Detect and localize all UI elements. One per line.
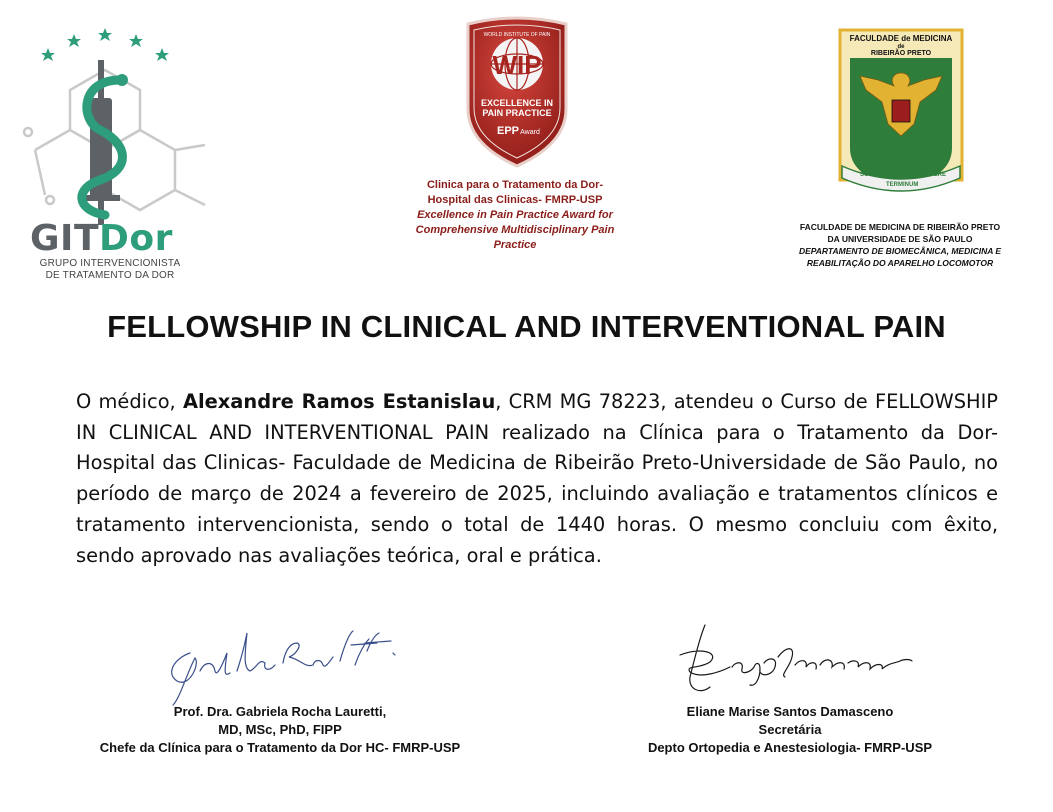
motto-word-2: TERMINUM — [886, 182, 919, 188]
epp-award-badge — [458, 14, 576, 172]
fmrp-crest — [838, 28, 964, 204]
motto-word-1: SCIENTIA — [860, 172, 889, 178]
gitdor-subtitle-line2: DE TRATAMENTO DA DOR — [45, 270, 175, 281]
stars-icon — [41, 28, 169, 61]
signer-right-block — [560, 703, 1020, 757]
gitdor-subtitle-line1: GRUPO INTERVENCIONISTA — [39, 258, 181, 269]
badge-arc-text: WORLD INSTITUTE OF PAIN — [483, 32, 551, 38]
signer-left-name: Prof. Dra. Gabriela Rocha Lauretti, — [173, 704, 387, 719]
signer-left-credentials: MD, MSc, PhD, FIPP — [218, 722, 342, 737]
badge-excellence-line2: PAIN PRACTICE — [482, 108, 552, 118]
gitdor-wordmark-dor: Dor — [99, 218, 173, 259]
fmrp-caption-line3: DEPARTAMENTO DE BIOMECÂNICA, MEDICINA E — [798, 246, 1002, 256]
signer-left-block — [30, 703, 530, 757]
gitdor-wordmark — [30, 218, 200, 259]
fmrp-caption-line4: REABILITAÇÃO DO APARELHO LOCOMOTOR — [806, 258, 994, 268]
crest-arc-line2: de — [897, 44, 905, 50]
clinic-caption-line4: Comprehensive Multidisciplinary Pain — [415, 224, 615, 236]
clinic-caption-line5: Practice — [493, 239, 537, 251]
clinic-caption-line3: Excellence in Pain Practice Award for — [417, 209, 613, 221]
clinic-caption — [380, 178, 650, 253]
gitdor-subtitle — [20, 258, 200, 282]
fmrp-caption — [765, 221, 1035, 269]
signer-right-name: Eliane Marise Santos Damasceno — [686, 704, 894, 719]
signature-right — [660, 617, 920, 712]
fmrp-caption-line2: DA UNIVERSIDADE DE SÃO PAULO — [827, 234, 973, 244]
recipient-name: Alexandre Ramos Estanislau — [183, 390, 496, 413]
fmrp-caption-line1: FACULDADE DE MEDICINA DE RIBEIRÃO PRETO — [799, 222, 1001, 232]
badge-award-suffix: Award — [520, 129, 540, 136]
signer-left-role: Chefe da Clínica para o Tratamento da Dor HC- FMRP-USP — [99, 740, 461, 755]
clinic-caption-line2: Hospital das Clinicas- FMRP-USP — [427, 194, 603, 206]
body-text: , CRM MG 78223, atendeu o Curso de FELLOWSHIP IN CLINICAL AND INTERVENTIONAL PAIN realizado na Clínica para o Tratamento da Dor- Hospital das Clinicas- Faculdade de Medicina de Ribeirão Preto-Universidade de São Paulo, no período de março de 2024 a fevereiro de 2025, incluindo avaliação e tratamentos clínicos e tratamento intervencionista, sendo o total de 1440 horas. O mesmo concluiu com êxito, sendo aprovado nas avaliações teórica, oral e prática. — [76, 390, 998, 567]
certificate-body — [76, 387, 998, 571]
certificate-title: FELLOWSHIP IN CLINICAL AND INTERVENTIONAL PAIN — [107, 309, 946, 344]
body-prefix: O médico, — [76, 390, 183, 413]
motto-word-3: MOVERE — [920, 172, 947, 178]
gitdor-wordmark-git: GIT — [30, 218, 99, 259]
signature-left — [155, 613, 405, 708]
badge-award-line: EPP — [496, 125, 520, 137]
signer-right-title: Secretária — [758, 722, 822, 737]
signer-right-department: Depto Ortopedia e Anestesiologia- FMRP-USP — [647, 740, 933, 755]
badge-excellence-line1: EXCELLENCE IN — [480, 98, 554, 108]
crest-arc-line3: RIBEIRÃO PRETO — [870, 50, 932, 57]
badge-mark: WIP — [492, 50, 542, 80]
clinic-caption-line1: Clinica para o Tratamento da Dor- — [426, 179, 604, 191]
crest-arc-line1: FACULDADE de MEDICINA — [849, 34, 953, 43]
